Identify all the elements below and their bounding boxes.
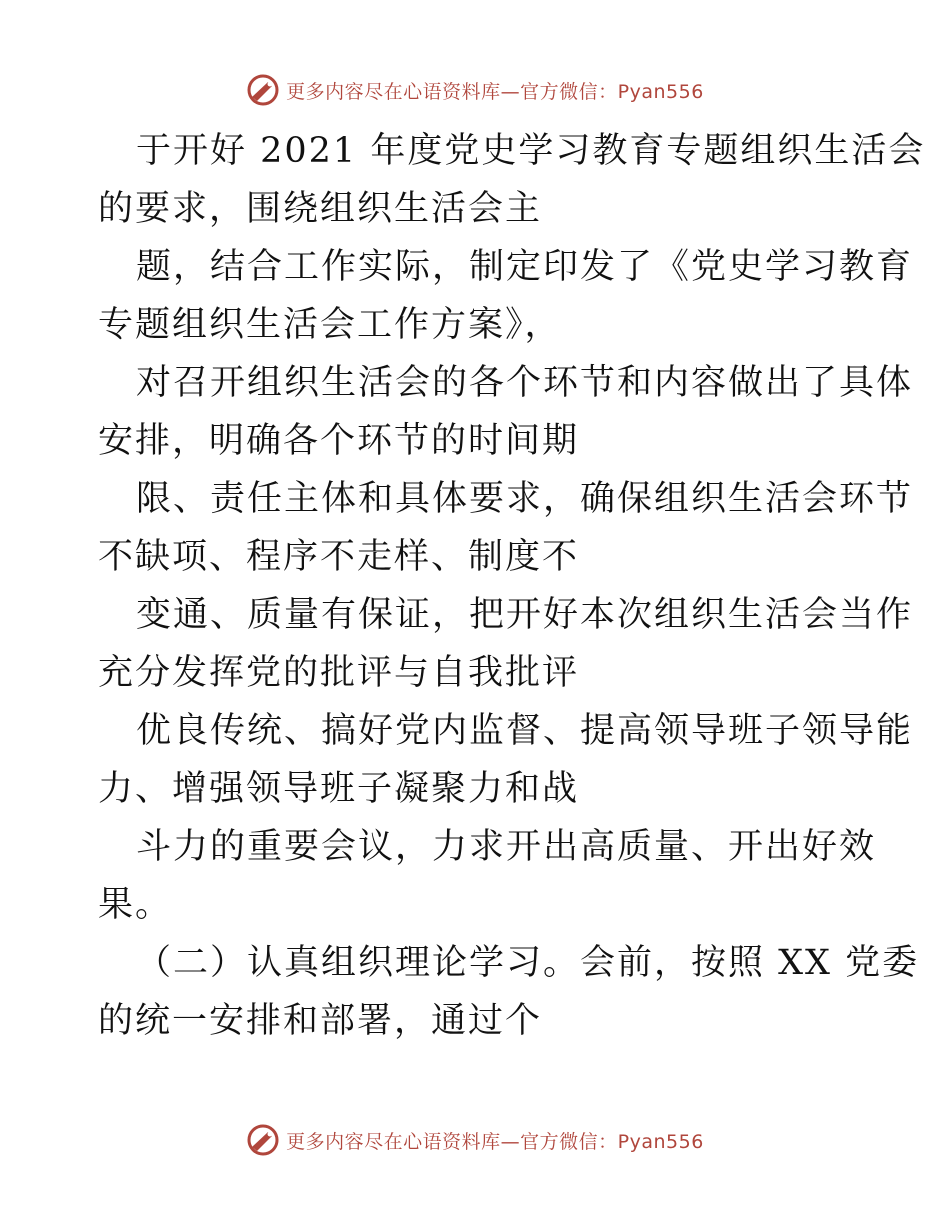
paragraph-line: （二）认真组织理论学习。会前，按照 XX 党委 (136, 943, 920, 983)
header-banner (0, 70, 950, 110)
pen-logo-icon (246, 73, 280, 107)
paragraph-line: 专题组织生活会工作方案》， (98, 305, 562, 345)
paragraph-line: 限、责任主体和具体要求，确保组织生活会环节 (136, 479, 914, 519)
paragraph-line: 充分发挥党的批评与自我批评 (98, 653, 580, 693)
paragraph-line: 题，结合工作实际，制定印发了《党史学习教育 (136, 247, 914, 287)
paragraph-line: 力、增强领导班子凝聚力和战 (98, 769, 580, 809)
paragraph-line: 果。 (98, 885, 173, 925)
paragraph-line: 安排，明确各个环节的时间期 (98, 421, 580, 461)
paragraph-line: 不缺项、程序不走样、制度不 (98, 537, 580, 577)
paragraph-line: 对召开组织生活会的各个环节和内容做出了具体 (136, 363, 914, 403)
paragraph-line: 的统一安排和部署，通过个 (98, 1001, 543, 1041)
document-body (98, 122, 926, 1050)
pen-logo-icon (246, 1123, 280, 1157)
paragraph-line: 优良传统、搞好党内监督、提高领导班子领导能 (136, 711, 914, 751)
paragraph-line: 于开好 2021 年度党史学习教育专题组织生活会 (136, 131, 926, 171)
footer-banner (0, 1120, 950, 1160)
footer-banner-text: 更多内容尽在心语资料库—官方微信：Pyan556 (286, 1130, 704, 1153)
paragraph-line: 的要求，围绕组织生活会主 (98, 189, 543, 229)
paragraph-line: 斗力的重要会议，力求开出高质量、开出好效 (136, 827, 877, 867)
header-banner-text: 更多内容尽在心语资料库—官方微信：Pyan556 (286, 80, 704, 103)
paragraph-line: 变通、质量有保证，把开好本次组织生活会当作 (136, 595, 914, 635)
